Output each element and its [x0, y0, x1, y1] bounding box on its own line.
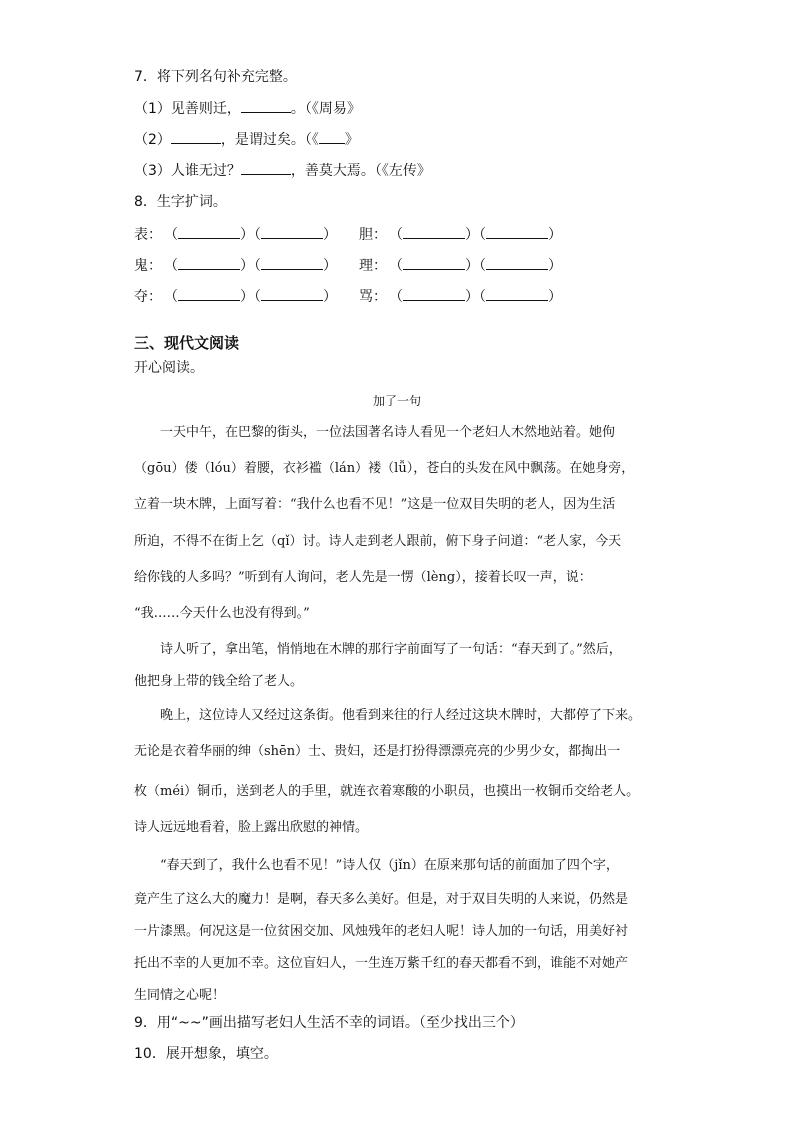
paren-open: （ [164, 227, 178, 243]
word-blank[interactable] [261, 257, 323, 270]
paren-close: ） [240, 258, 254, 274]
q7-item-2-prefix: （2） [134, 132, 171, 148]
q7-item-3-prefix: （3）人谁无过？ [134, 163, 241, 179]
paren-open: （ [479, 227, 486, 243]
paren-open: （ [389, 227, 403, 243]
q7-item-2 [134, 130, 359, 149]
passage-line: 晚上，这位诗人又经过这条街。他看到来往的行人经过这块木牌时，大都停了下来。 [134, 708, 642, 723]
q7-item-3-blank[interactable] [241, 161, 291, 175]
q7-item-1-blank[interactable] [241, 99, 291, 113]
q8-char: 理： [359, 258, 387, 274]
paren-open: （ [164, 289, 178, 305]
paren-close: ） [465, 258, 479, 274]
passage-line: 给你钱的人多吗？”听到有人询问，老人先是一愣（lèng），接着长叹一声，说： [134, 570, 592, 585]
word-blank[interactable] [178, 226, 240, 239]
word-blank[interactable] [403, 226, 465, 239]
passage-line: 他把身上带的钱全给了老人。 [134, 674, 304, 689]
paren-close: ） [323, 258, 337, 274]
q7-item-3 [134, 161, 431, 180]
paren-close: ） [323, 227, 337, 243]
q7-item-2-source-blank[interactable] [319, 130, 345, 144]
word-blank[interactable] [261, 288, 323, 301]
passage-line: （gōu）偻（lóu）着腰，衣衫褴（lán）褛（lǚ），苍白的头发在风中飘荡。在她身旁， [134, 461, 635, 476]
passage-line: 托出不幸的人更加不幸。这位盲妇人，一生连万紫千红的春天都看不到，谁能不对她产 [134, 956, 629, 971]
q8-char: 表： [134, 227, 162, 243]
q10: 10．展开想象，填空。 [134, 1046, 278, 1062]
passage-line: 诗人听了，拿出笔，悄悄地在木牌的那行字前面写了一句话：“春天到了。”然后， [134, 642, 622, 657]
passage-line: “我……今天什么也没有得到。” [134, 606, 310, 621]
paren-close: ） [548, 227, 562, 243]
passage-line: 一片漆黑。何况这是一位贫困交加、风烛残年的老妇人呢！诗人加的一句话，用美好衬 [134, 924, 629, 939]
passage-line: 所迫，不得不在街上乞（qǐ）讨。诗人走到老人跟前，俯下身子问道：“老人家，今天 [134, 534, 622, 549]
q7-item-2-end: 》 [344, 132, 359, 148]
section-title: 三、现代文阅读 [134, 334, 240, 352]
paren-open: （ [164, 258, 178, 274]
q7-item-1 [134, 99, 361, 118]
paren-close: ） [465, 227, 479, 243]
word-blank[interactable] [178, 288, 240, 301]
q7-item-2-suffix: ，是谓过矣。（《 [220, 132, 319, 148]
passage-line: 诗人远远地看着，脸上露出欣慰的神情。 [134, 820, 369, 835]
paren-open: （ [254, 258, 261, 274]
paren-close: ） [465, 289, 479, 305]
story-title: 加了一句 [372, 394, 421, 408]
paren-close: ） [240, 227, 254, 243]
q7-item-1-suffix: 。（《周易》 [290, 101, 361, 117]
paren-open: （ [389, 258, 403, 274]
passage-line: 无论是衣着华丽的绅（shēn）士、贵妇，还是打扮得漂漂亮亮的少男少女，都掏出一 [134, 744, 621, 759]
passage-line: “春天到了，我什么也看不见！”诗人仅（jǐn）在原来那句话的前面加了四个字， [134, 858, 619, 873]
word-blank[interactable] [403, 288, 465, 301]
word-blank[interactable] [486, 226, 548, 239]
paren-close: ） [548, 289, 562, 305]
q7-item-3-suffix: ，善莫大焉。（《左传》 [290, 163, 431, 179]
paren-open: （ [389, 289, 403, 305]
passage-line: 一天中午，在巴黎的街头，一位法国著名诗人看见一个老妇人木然地站着。她佝 [134, 425, 616, 440]
q8-title: 8．生字扩词。 [134, 194, 227, 210]
paren-open: （ [254, 289, 261, 305]
word-blank[interactable] [486, 257, 548, 270]
q9: 9．用“~~”画出描写老妇人生活不幸的词语。（至少找出三个） [134, 1015, 524, 1031]
q7-item-2-blank[interactable] [171, 130, 221, 144]
word-blank[interactable] [486, 288, 548, 301]
section-intro: 开心阅读。 [134, 360, 204, 376]
word-blank[interactable] [261, 226, 323, 239]
q8-row-2 [134, 255, 562, 275]
paren-close: ） [548, 258, 562, 274]
q7-title: 7．将下列名句补充完整。 [134, 69, 297, 85]
passage-line: 生同情之心呢！ [134, 988, 226, 1003]
passage-line: 竟产生了这么大的魔力！是啊，春天多么美好。但是，对于双目失明的人来说，仍然是 [134, 892, 629, 907]
paren-close: ） [240, 289, 254, 305]
passage-line: 枚（méi）铜币，送到老人的手里，就连衣着寒酸的小职员，也摸出一枚铜币交给老人。 [134, 784, 640, 799]
q8-row-1 [134, 224, 562, 244]
q8-char: 骂： [359, 289, 387, 305]
q8-char: 鬼： [134, 258, 162, 274]
q8-char: 胆： [359, 227, 387, 243]
word-blank[interactable] [403, 257, 465, 270]
paren-close: ） [323, 289, 337, 305]
q7-item-1-prefix: （1）见善则迁， [134, 101, 241, 117]
q8-char: 夺： [134, 289, 162, 305]
word-blank[interactable] [178, 257, 240, 270]
paren-open: （ [254, 227, 261, 243]
paren-open: （ [479, 289, 486, 305]
q8-row-3 [134, 286, 562, 306]
passage-line: 立着一块木牌，上面写着：“我什么也看不见！”这是一位双目失明的老人，因为生活 [134, 497, 616, 512]
paren-open: （ [479, 258, 486, 274]
